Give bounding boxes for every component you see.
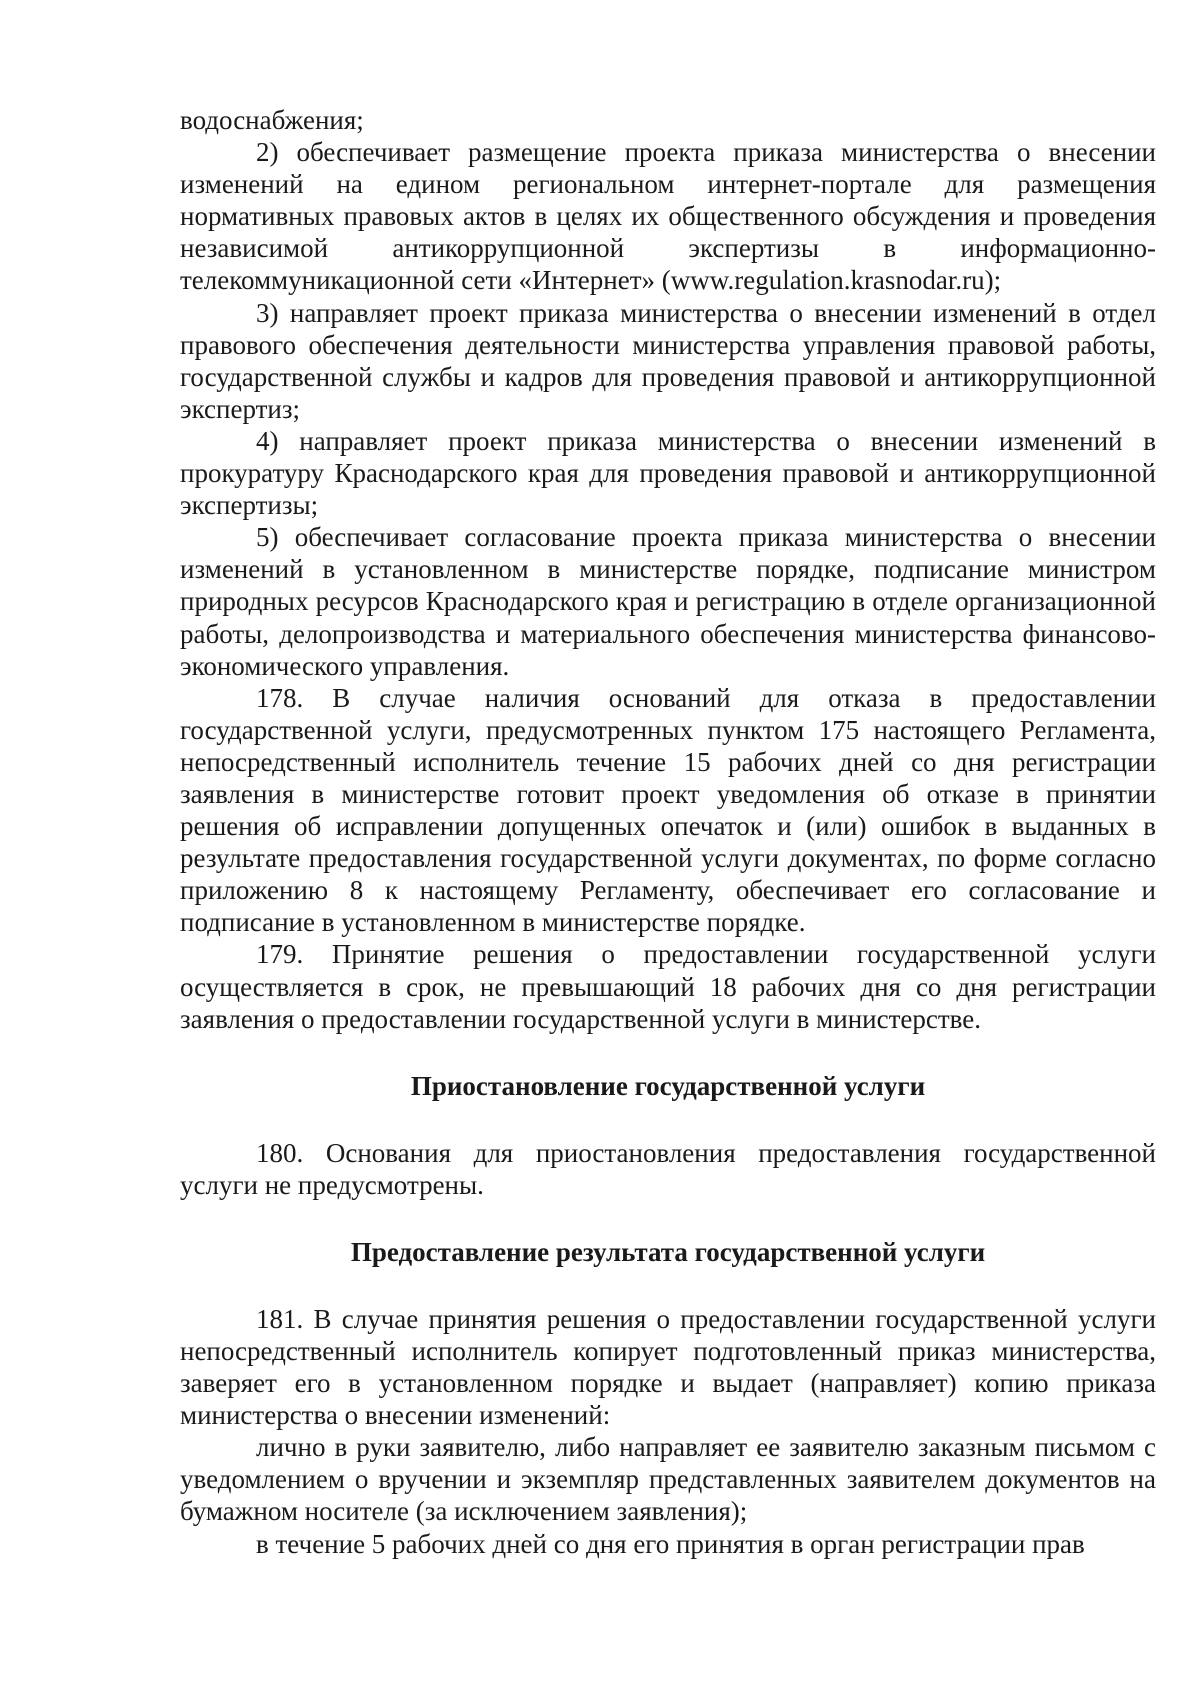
document-page <box>180 104 1156 1560</box>
paragraph-continuation: водоснабжения; <box>180 105 364 135</box>
paragraph-181-registry: в течение 5 рабочих дней со дня его принятия в орган регистрации прав <box>256 1528 1085 1559</box>
paragraph-178: 178. В случае наличия оснований для отказа в предоставлении государственной услуги, предусмотренных пунктом 175 настоящего Регламента, непосредственный исполнитель течение 15 рабочих дней со дня регистрации заявления в министерстве готовит проект уведомления об отказе в принятии решения об исправлении допущенных опечаток и (или) ошибок в выданных в результате предоставления государственной услуги документах, по форме согласно приложению 8 к настоящему Регламенту, обеспечивает его согласование и подписание в установленном в министерстве порядке. <box>180 682 1156 938</box>
paragraph-item-3: 3) направляет проект приказа министерства о внесении изменений в отдел правового обеспечения деятельности министерства управления правовой работы, государственной службы и кадров для проведения правовой и антикоррупционной экспертиз; <box>180 297 1156 424</box>
paragraph-item-5: 5) обеспечивает согласование проекта приказа министерства о внесении изменений в установленном в министерстве порядке, подписание министром природных ресурсов Краснодарского края и регистрацию в отделе организационной работы, делопроизводства и материального обеспечения министерства финансово-экономического управления. <box>180 522 1156 681</box>
paragraph-181-personal: лично в руки заявителю, либо направляет ее заявителю заказным письмом с уведомлением о вручении и экземпляр представленных заявителем документов на бумажном носителе (за исключением заявления); <box>180 1432 1156 1527</box>
paragraph-179: 179. Принятие решения о предоставлении государственной услуги осуществляется в срок, не превышающий 18 рабочих дня со дня регистрации заявления о предоставлении государственной услуги в министерстве. <box>180 939 1156 1034</box>
paragraph-181: 181. В случае принятия решения о предоставлении государственной услуги непосредственный исполнитель копирует подготовленный приказ министерства, заверяет его в установленном порядке и выдает (направляет) копию приказа министерства о внесении изменений: <box>180 1303 1156 1431</box>
paragraph-180: 180. Основания для приостановления предоставления государственной услуги не предусмотрены. <box>180 1137 1156 1200</box>
paragraph-item-4: 4) направляет проект приказа министерства о внесении изменений в прокуратуру Краснодарского края для проведения правовой и антикоррупционной экспертизы; <box>180 425 1156 521</box>
paragraph-item-2: 2) обеспечивает размещение проекта приказа министерства о внесении изменений на едином региональном интернет-портале для размещения нормативных правовых актов в целях их общественного обсуждения и проведения независимой антикоррупционной экспертизы в информационно-телекоммуникационной сети «Интернет» (www.regulation.krasnodar.ru); <box>180 137 1156 296</box>
section-heading-result: Предоставление результата государственной услуги <box>350 1236 986 1267</box>
section-heading-suspension: Приостановление государственной услуги <box>410 1070 926 1101</box>
